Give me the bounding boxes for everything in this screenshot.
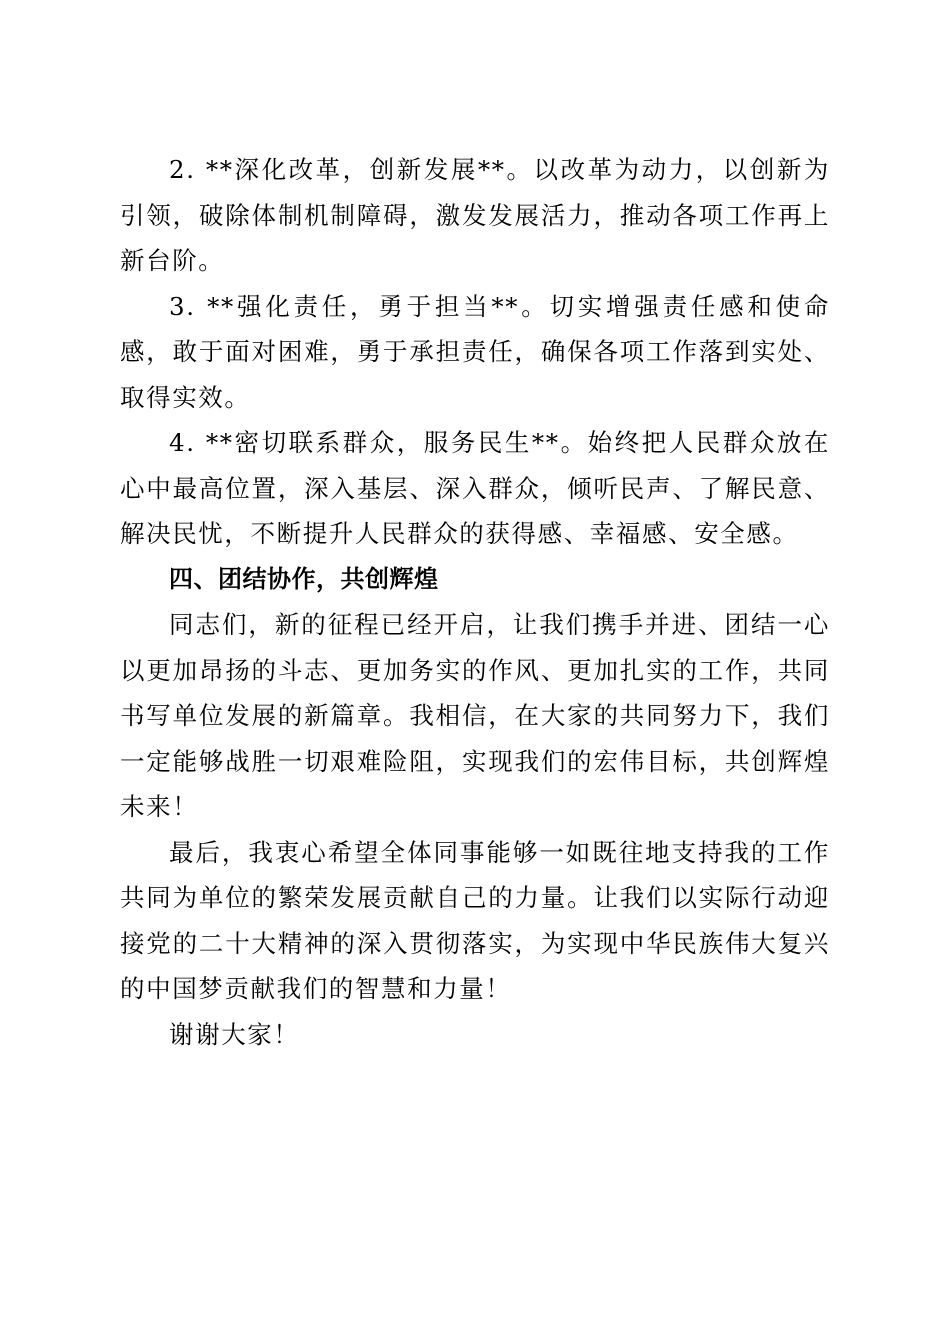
paragraph-finally: 最后，我衷心希望全体同事能够一如既往地支持我的工作共同为单位的繁荣发展贡献自己的力量。让我们以实际行动迎接党的二十大精神的深入贯彻落实，为实现中华民族伟大复兴的中国梦贡献我们的智慧和力量！ bbox=[120, 837, 830, 1003]
section-heading: 四、团结协作，共创辉煌 bbox=[169, 564, 439, 593]
paragraph-thanks: 谢谢大家！ bbox=[169, 1019, 300, 1049]
paragraph-item-4: 4. **密切联系群众，服务民生**。始终把人民群众放在心中最高位置，深入基层、深入群众，倾听民声、了解民意、解决民忧，不断提升人民群众的获得感、幸福感、安全感。 bbox=[120, 428, 830, 548]
paragraph-item-3: 3. **强化责任，勇于担当**。切实增强责任感和使命感，敢于面对困难，勇于承担责任，确保各项工作落到实处、取得实效。 bbox=[120, 291, 830, 412]
paragraph-item-2: 2. **深化改革，创新发展**。以改革为动力，以创新为引领，破除体制机制障碍，激发发展活力，推动各项工作再上新台阶。 bbox=[120, 155, 830, 275]
paragraph-comrades: 同志们，新的征程已经开启，让我们携手并进、团结一心以更加昂扬的斗志、更加务实的作风、更加扎实的工作，共同书写单位发展的新篇章。我相信，在大家的共同努力下，我们一定能够战胜一切艰难险阻，实现我们的宏伟目标，共创辉煌未来！ bbox=[120, 610, 830, 821]
document-page bbox=[120, 147, 830, 1057]
